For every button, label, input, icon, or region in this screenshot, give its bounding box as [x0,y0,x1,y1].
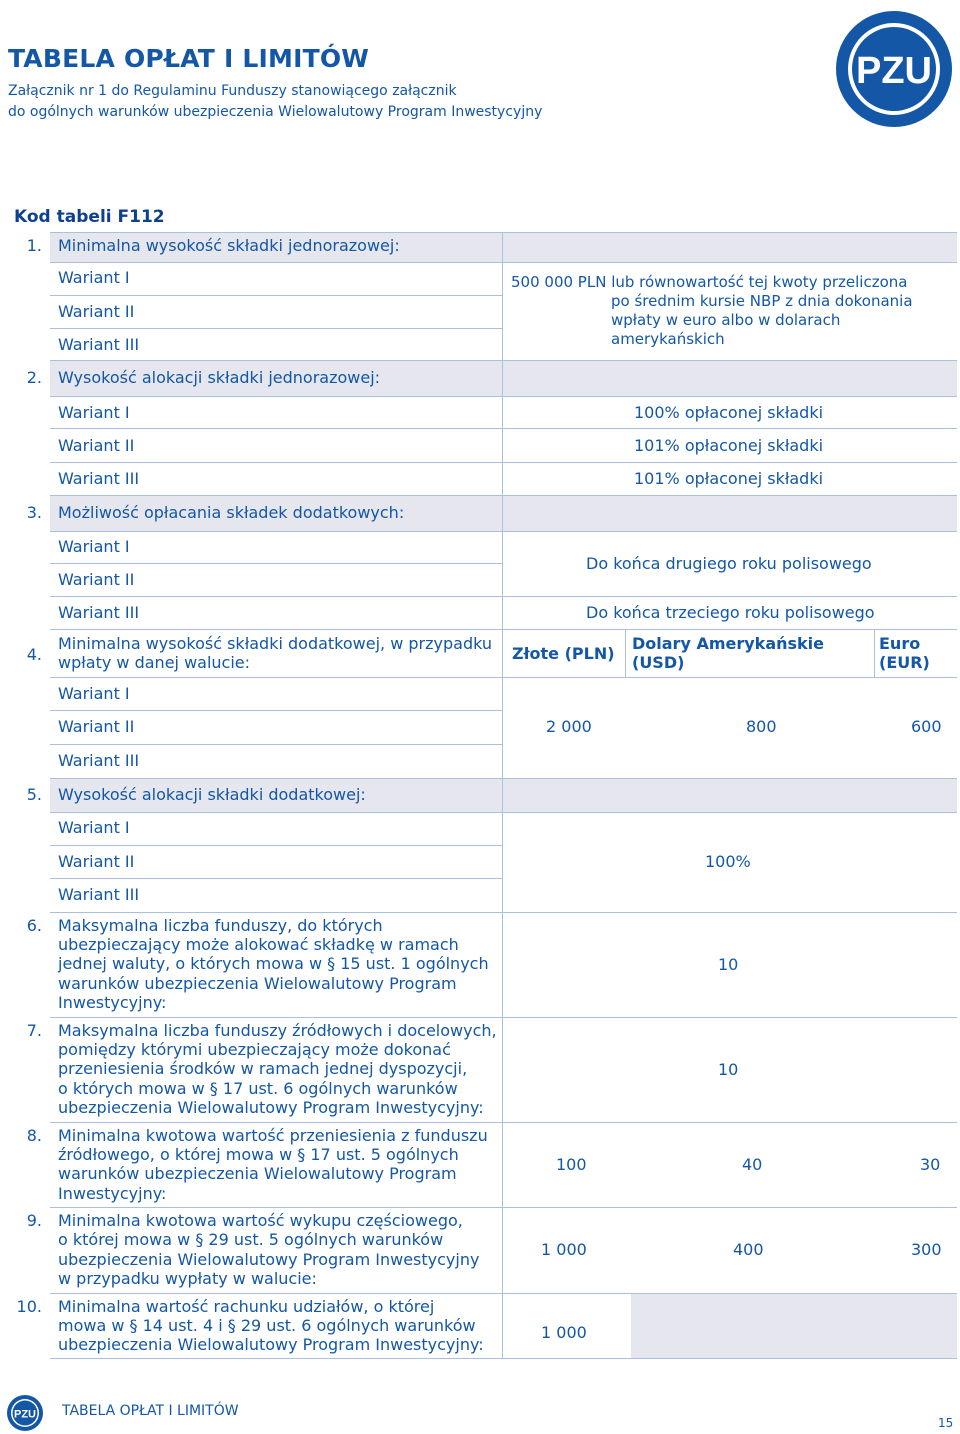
value-line: amerykańskich [611,330,725,348]
pzu-logo [832,7,956,131]
rule [50,710,502,711]
variant-label: Wariant I [58,403,130,422]
variant-label: Wariant I [58,818,130,837]
rule [50,428,957,429]
rule [50,912,957,913]
section-line: Maksymalna liczba funduszy źródłowych i docelowych, [58,1021,497,1040]
section-line: o której mowa w § 29 ust. 5 ogólnych warunków [58,1230,444,1249]
variant-label: Wariant I [58,268,130,287]
section-number: 1. [26,236,42,255]
rule [50,462,957,463]
section-line: Inwestycyjny: [58,993,167,1012]
value-cell: 100% [705,852,751,871]
currency-divider [874,629,875,677]
value-shade-s5 [502,778,957,812]
value-cell: 100% opłaconej składki [634,403,824,422]
rule [50,396,957,397]
section-line: Minimalna kwotowa wartość przeniesienia z funduszu [58,1126,488,1145]
rule [50,531,957,532]
value-usd: 800 [746,717,777,736]
currency-header-pln: Złote (PLN) [512,644,615,663]
value-eur: 30 [920,1155,941,1174]
rule [50,360,957,361]
section-line: w przypadku wypłaty w walucie: [58,1269,317,1288]
section-line: ubezpieczenia Wielowalutowy Program Inwestycyjny: [58,1098,484,1117]
currency-divider [625,629,626,677]
section-line: przeniesienia środków w ramach jednej dyspozycji, [58,1059,468,1078]
section-number: 6. [26,916,42,935]
variant-label: Wariant II [58,717,135,736]
value-cell: 101% opłaconej składki [634,436,824,455]
rule [50,878,502,879]
value-line: 500 000 PLN lub równowartość tej kwoty przeliczona [511,273,908,291]
subtitle-line-2: do ogólnych warunków ubezpieczenia Wielowalutowy Program Inwestycyjny [8,104,543,120]
value-pln: 1 000 [541,1323,587,1342]
table-code: Kod tabeli F112 [14,207,165,227]
section-number: 3. [26,503,42,522]
value-cell: 10 [718,1060,739,1079]
variant-label: Wariant II [58,302,135,321]
value-pln: 100 [556,1155,587,1174]
rule [50,1122,957,1123]
section-line: Inwestycyjny: [58,1184,167,1203]
section-label-line: wpłaty w danej walucie: [58,653,251,672]
section-line: jednej waluty, o których mowa w § 15 ust. 1 ogólnych [58,954,489,973]
variant-label: Wariant III [58,885,140,904]
variant-label: Wariant I [58,684,130,703]
currency-header-usd: (USD) [632,653,685,672]
page-number: 15 [938,1416,954,1430]
value-pln: 2 000 [546,717,592,736]
section-label: Wysokość alokacji składki dodatkowej: [58,785,366,804]
rule [50,1207,957,1208]
rule [50,295,502,296]
variant-label: Wariant III [58,335,140,354]
page-title: TABELA OPŁAT I LIMITÓW [8,44,370,73]
rule [50,495,957,496]
rule [50,1293,957,1294]
variant-label: Wariant III [58,751,140,770]
footer-title: TABELA OPŁAT I LIMITÓW [62,1403,239,1419]
value-cell: Do końca trzeciego roku polisowego [586,603,875,622]
column-divider [502,232,503,1358]
value-cell: 10 [718,955,739,974]
value-shade-s2 [502,360,957,396]
rule [50,596,957,597]
value-usd: 400 [733,1240,764,1259]
section-line: Minimalna wartość rachunku udziałów, o której [58,1297,435,1316]
section-label: Możliwość opłacania składek dodatkowych: [58,503,405,522]
value-pln: 1 000 [541,1240,587,1259]
rule [50,328,502,329]
pzu-logo-small [6,1394,44,1432]
variant-label: Wariant III [58,603,140,622]
value-shade-s10 [631,1293,957,1359]
footer-logo-text: PZU [14,1408,36,1421]
value-cell: 101% opłaconej składki [634,469,824,488]
section-number: 5. [26,785,42,804]
value-shade-s1 [502,232,957,262]
section-line: warunków ubezpieczenia Wielowalutowy Program [58,1164,457,1183]
section-number: 2. [26,368,42,387]
subtitle-line-1: Załącznik nr 1 do Regulaminu Funduszy stanowiącego załącznik [8,83,457,99]
value-shade-s3 [502,495,957,531]
currency-header-eur: Euro [879,634,921,653]
rule [50,232,957,233]
section-number: 7. [26,1021,42,1040]
currency-header-eur: (EUR) [879,653,930,672]
rule [50,1358,957,1359]
value-usd: 40 [742,1155,763,1174]
rule [50,1017,957,1018]
section-line: o których mowa w § 17 ust. 6 ogólnych warunków [58,1079,458,1098]
rule [50,629,957,630]
section-label: Minimalna wysokość składki jednorazowej: [58,236,400,255]
section-number: 10. [16,1297,42,1316]
section-label: Wysokość alokacji składki jednorazowej: [58,368,381,387]
section-line: źródłowego, o której mowa w § 17 ust. 5 ogólnych [58,1145,459,1164]
currency-header-usd: Dolary Amerykańskie [632,634,824,653]
section-number: 8. [26,1126,42,1145]
variant-label: Wariant II [58,852,135,871]
section-line: ubezpieczenia Wielowalutowy Program Inwestycyjny: [58,1335,484,1354]
logo-text: PZU [856,50,932,92]
variant-label: Wariant II [58,436,135,455]
section-line: ubezpieczający może alokować składkę w ramach [58,935,459,954]
section-line: Minimalna kwotowa wartość wykupu częściowego, [58,1211,463,1230]
value-line: po średnim kursie NBP z dnia dokonania [611,292,913,310]
rule [50,812,957,813]
value-eur: 600 [911,717,942,736]
rule [50,778,957,779]
value-eur: 300 [911,1240,942,1259]
section-number: 9. [26,1211,42,1230]
rule [50,677,957,678]
variant-label: Wariant II [58,570,135,589]
rule [50,262,957,263]
rule [50,744,502,745]
variant-label: Wariant I [58,537,130,556]
value-cell: Do końca drugiego roku polisowego [586,554,872,573]
section-number: 4. [26,645,42,664]
value-line: wpłaty w euro albo w dolarach [611,311,841,329]
section-line: ubezpieczenia Wielowalutowy Program Inwestycyjny [58,1250,480,1269]
section-line: Maksymalna liczba funduszy, do których [58,916,383,935]
section-line: pomiędzy którymi ubezpieczający może dokonać [58,1040,451,1059]
rule [50,845,502,846]
rule [50,563,502,564]
section-line: warunków ubezpieczenia Wielowalutowy Program [58,974,457,993]
section-line: mowa w § 14 ust. 4 i § 29 ust. 6 ogólnych warunków [58,1316,476,1335]
section-label-line: Minimalna wysokość składki dodatkowej, w przypadku [58,634,493,653]
variant-label: Wariant III [58,469,140,488]
